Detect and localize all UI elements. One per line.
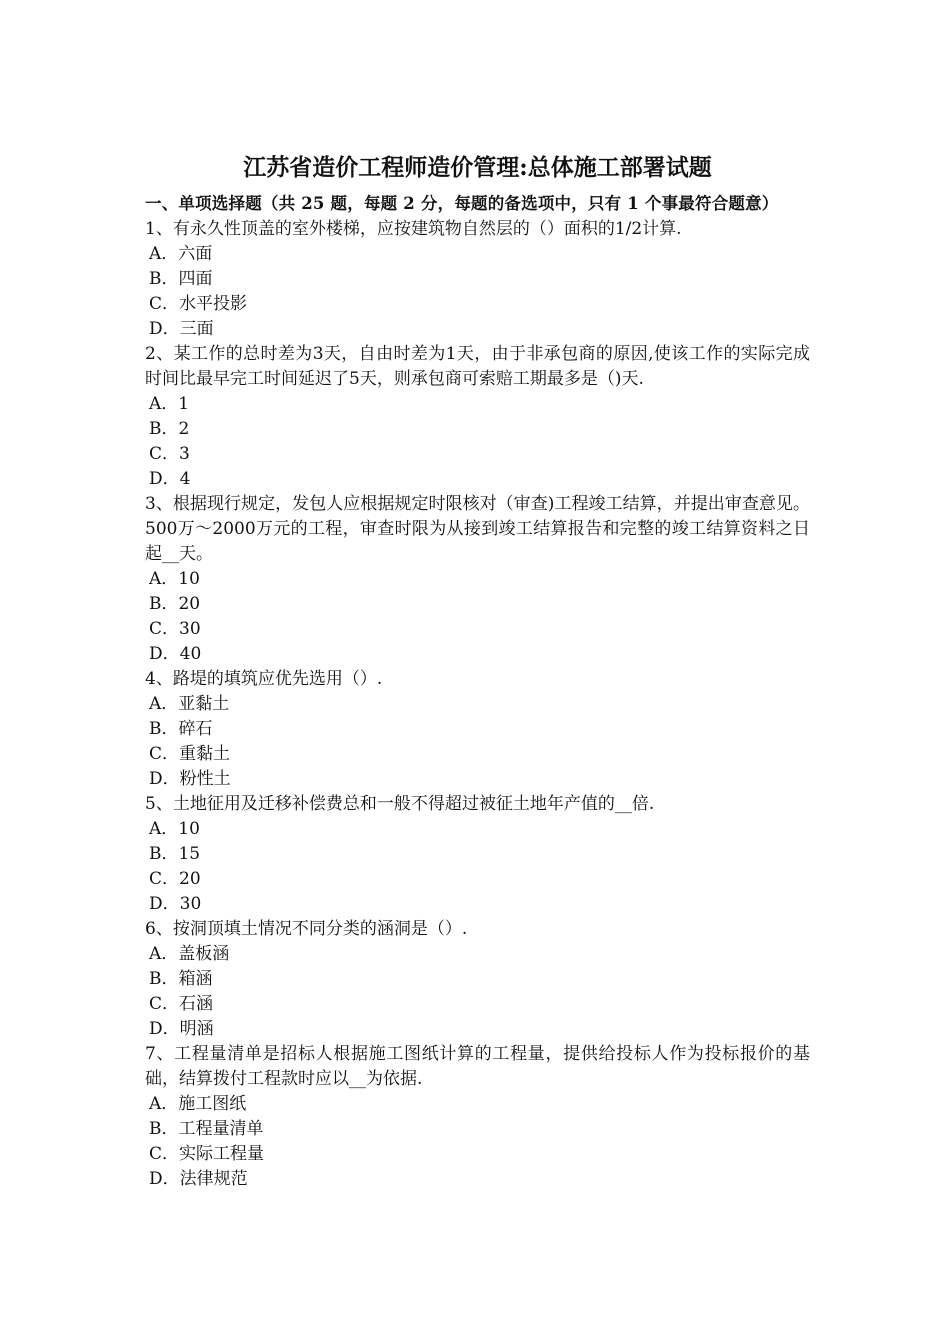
document-title: 江苏省造价工程师造价管理:总体施工部署试题	[243, 154, 712, 181]
document-page	[145, 148, 810, 1192]
option-d: D．明涵	[149, 1019, 214, 1039]
question-stem: 4、路堤的填筑应优先选用（）.	[145, 669, 383, 689]
option-d: D．法律规范	[149, 1169, 248, 1189]
option-b: B．2	[149, 419, 190, 439]
option-a: A．盖板涵	[149, 944, 230, 964]
question-stem: 2、某工作的总时差为3天，自由时差为1天，由于非承包商的原因,使该工作的实际完成时间比最早完工时间延迟了5天，则承包商可索赔工期最多是（)天.	[145, 344, 810, 389]
option-c: C．20	[149, 869, 201, 889]
option-b: B．碎石	[149, 719, 213, 739]
option-d: D．4	[149, 469, 191, 489]
option-a: A．10	[149, 569, 200, 589]
question-4	[145, 667, 810, 792]
option-c: C．水平投影	[149, 294, 248, 314]
option-b: B．工程量清单	[149, 1119, 264, 1139]
question-3	[145, 492, 810, 667]
option-a: A．六面	[149, 244, 213, 264]
question-stem: 7、工程量清单是招标人根据施工图纸计算的工程量，提供给投标人作为投标报价的基础，结算拨付工程款时应以__为依据.	[145, 1044, 810, 1089]
option-d: D．40	[149, 644, 202, 664]
question-stem: 1、有永久性顶盖的室外楼梯，应按建筑物自然层的（）面积的1/2计算.	[145, 219, 682, 239]
option-d: D．30	[149, 894, 202, 914]
option-d: D．粉性土	[149, 769, 231, 789]
section-heading: 一、单项选择题（共 25 题，每题 2 分，每题的备选项中，只有 1 个事最符合题意）	[145, 194, 779, 213]
question-5	[145, 792, 810, 917]
option-d: D．三面	[149, 319, 214, 339]
question-7	[145, 1042, 810, 1192]
option-c: C．30	[149, 619, 201, 639]
option-a: A．施工图纸	[149, 1094, 247, 1114]
question-1	[145, 217, 810, 342]
option-b: B．20	[149, 594, 201, 614]
question-stem: 6、按洞顶填土情况不同分类的涵洞是（）.	[145, 919, 468, 939]
option-c: C．实际工程量	[149, 1144, 265, 1164]
option-b: B．四面	[149, 269, 213, 289]
option-a: A．10	[149, 819, 200, 839]
option-c: C．3	[149, 444, 190, 464]
option-c: C．石涵	[149, 994, 214, 1014]
question-stem: 3、根据现行规定，发包人应根据规定时限核对（审查)工程竣工结算，并提出审查意见。500万～2000万元的工程，审查时限为从接到竣工结算报告和完整的竣工结算资料之日起__天。	[145, 494, 810, 564]
question-stem: 5、土地征用及迁移补偿费总和一般不得超过被征土地年产值的__倍.	[145, 794, 655, 814]
option-a: A．亚黏土	[149, 694, 230, 714]
option-a: A．1	[149, 394, 190, 414]
option-c: C．重黏土	[149, 744, 231, 764]
option-b: B．箱涵	[149, 969, 213, 989]
question-2	[145, 342, 810, 492]
option-b: B．15	[149, 844, 201, 864]
question-6	[145, 917, 810, 1042]
